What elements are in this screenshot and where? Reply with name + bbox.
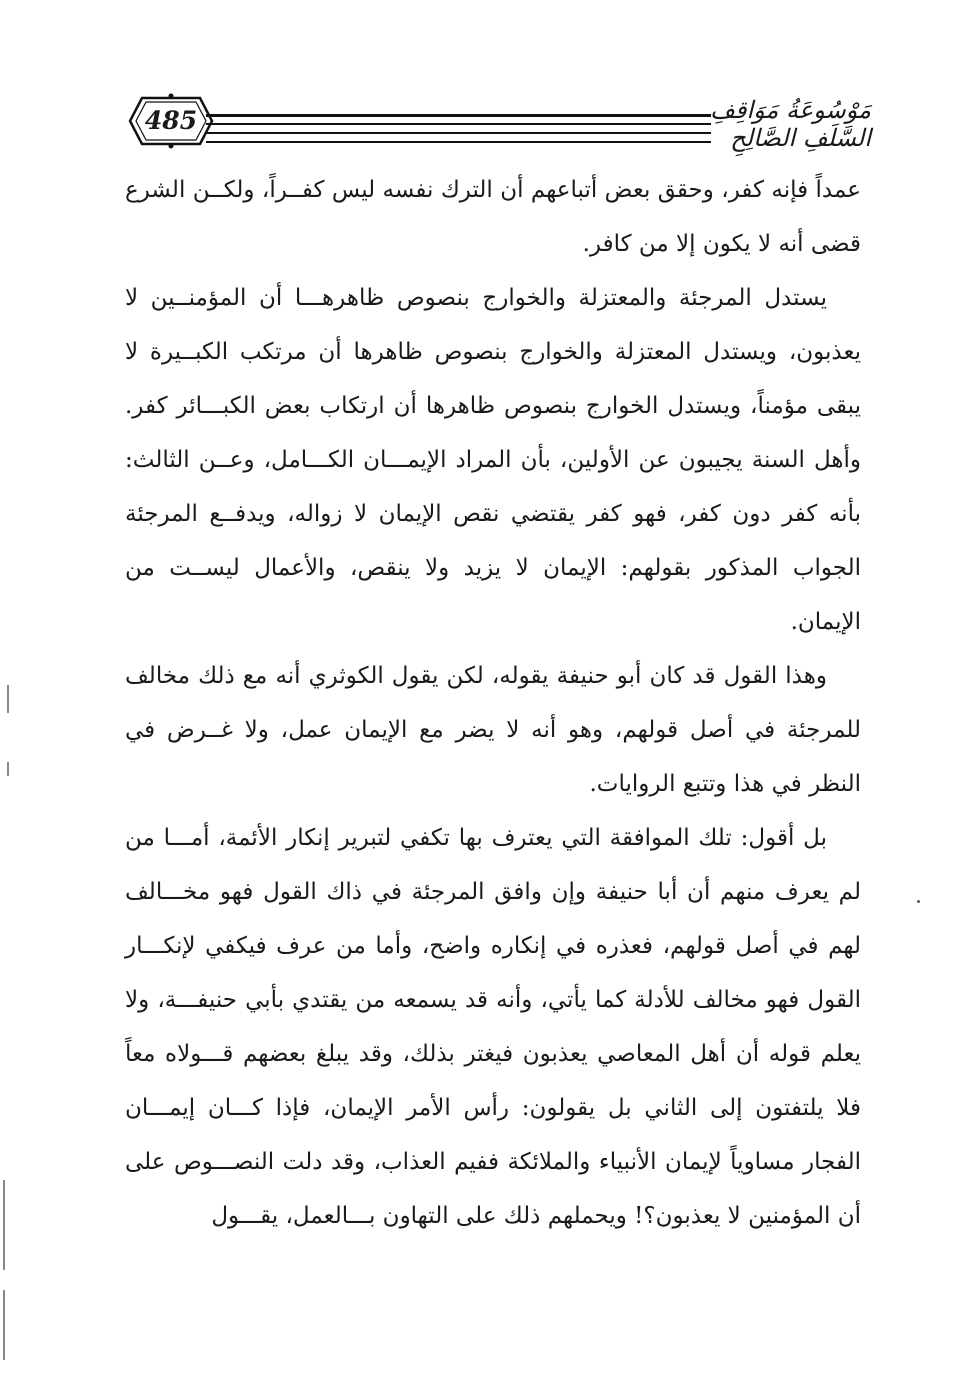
scan-dot [917, 900, 920, 903]
scan-margin-mark [7, 685, 9, 713]
page-header [128, 92, 871, 154]
book-title: مَوْسُوعَةُ مَوَاقِفِ السَّلَفِ الصَّالِحِ [710, 96, 871, 152]
scan-margin-mark [3, 1290, 5, 1360]
paragraph: وهذا القول قد كان أبو حنيفة يقوله، لكن يقول الكوثري أنه مع ذلك مخالف للمرجئة في أصل قولهم، وهو أنه لا يضر مع الإيمان عمل، ولا غــرض في النظر في هذا وتتبع الروايات. [125, 663, 861, 797]
paragraph: يستدل المرجئة والمعتزلة والخوارج بنصوص ظاهرهـــا أن المؤمنــين لا يعذبون، ويستدل المعتزلة والخوارج بنصوص ظاهرها أن مرتكب الكبــيرة لا يبقى مؤمناً، ويستدل الخوارج بنصوص ظاهرها أن ارتكاب بعض الكبـــائر كفر. وأهل السنة يجيبون عن الأولين، بأن المراد الإيمـــان الكـــامل، وعــن الثالث: بأنه كفر دون كفر، فهو كفر يقتضي نقص الإيمان لا زواله، ويدفــع المرجئة الجواب المذكور بقولهم: الإيمان لا يزيد ولا ينقص، والأعمال ليســت من الإيمان. [125, 285, 861, 635]
paragraph: بل أقول: تلك الموافقة التي يعترف بها تكفي لتبرير إنكار الأئمة، أمـــا من لم يعرف منهم أن أبا حنيفة وإن وافق المرجئة في ذاك القول فهو مخـــالف لهم في أصل قولهم، فعذره في إنكاره واضح، وأما من عرف فيكفي لإنكـــار القول فهو مخالف للأدلة كما يأتي، وأنه قد يسمعه من يقتدي بأبي حنيفـــة، ولا يعلم قوله أن أهل المعاصي يعذبون فيغتر بذلك، وقد يبلغ بعضهم قـــولاه معاً فلا يلتفتون إلى الثاني بل يقولون: رأس الأمر الإيمان، فإذا كـــان إيمـــان الفجار مساوياً لإيمان الأنبياء والملائكة ففيم العذاب، وقد دلت النصـــوص على أن المؤمنين لا يعذبون؟! ويحملهم ذلك على التهاون بـــالعمل، يقـــول [125, 825, 861, 1229]
scan-margin-mark [7, 762, 9, 776]
page-body [125, 163, 861, 1243]
paragraph: عمداً فإنه كفر، وحقق بعض أتباعهم أن الترك نفسه ليس كفــراً، ولكــن الشرع قضى أنه لا يكون إلا من كافر. [125, 177, 861, 257]
header-rule [206, 132, 711, 134]
header-rule [206, 123, 711, 125]
scan-margin-mark [3, 1180, 5, 1270]
page-number: 485 [144, 106, 198, 135]
header-rule [206, 141, 711, 143]
header-rule [206, 114, 711, 117]
page-number-badge [128, 92, 214, 150]
